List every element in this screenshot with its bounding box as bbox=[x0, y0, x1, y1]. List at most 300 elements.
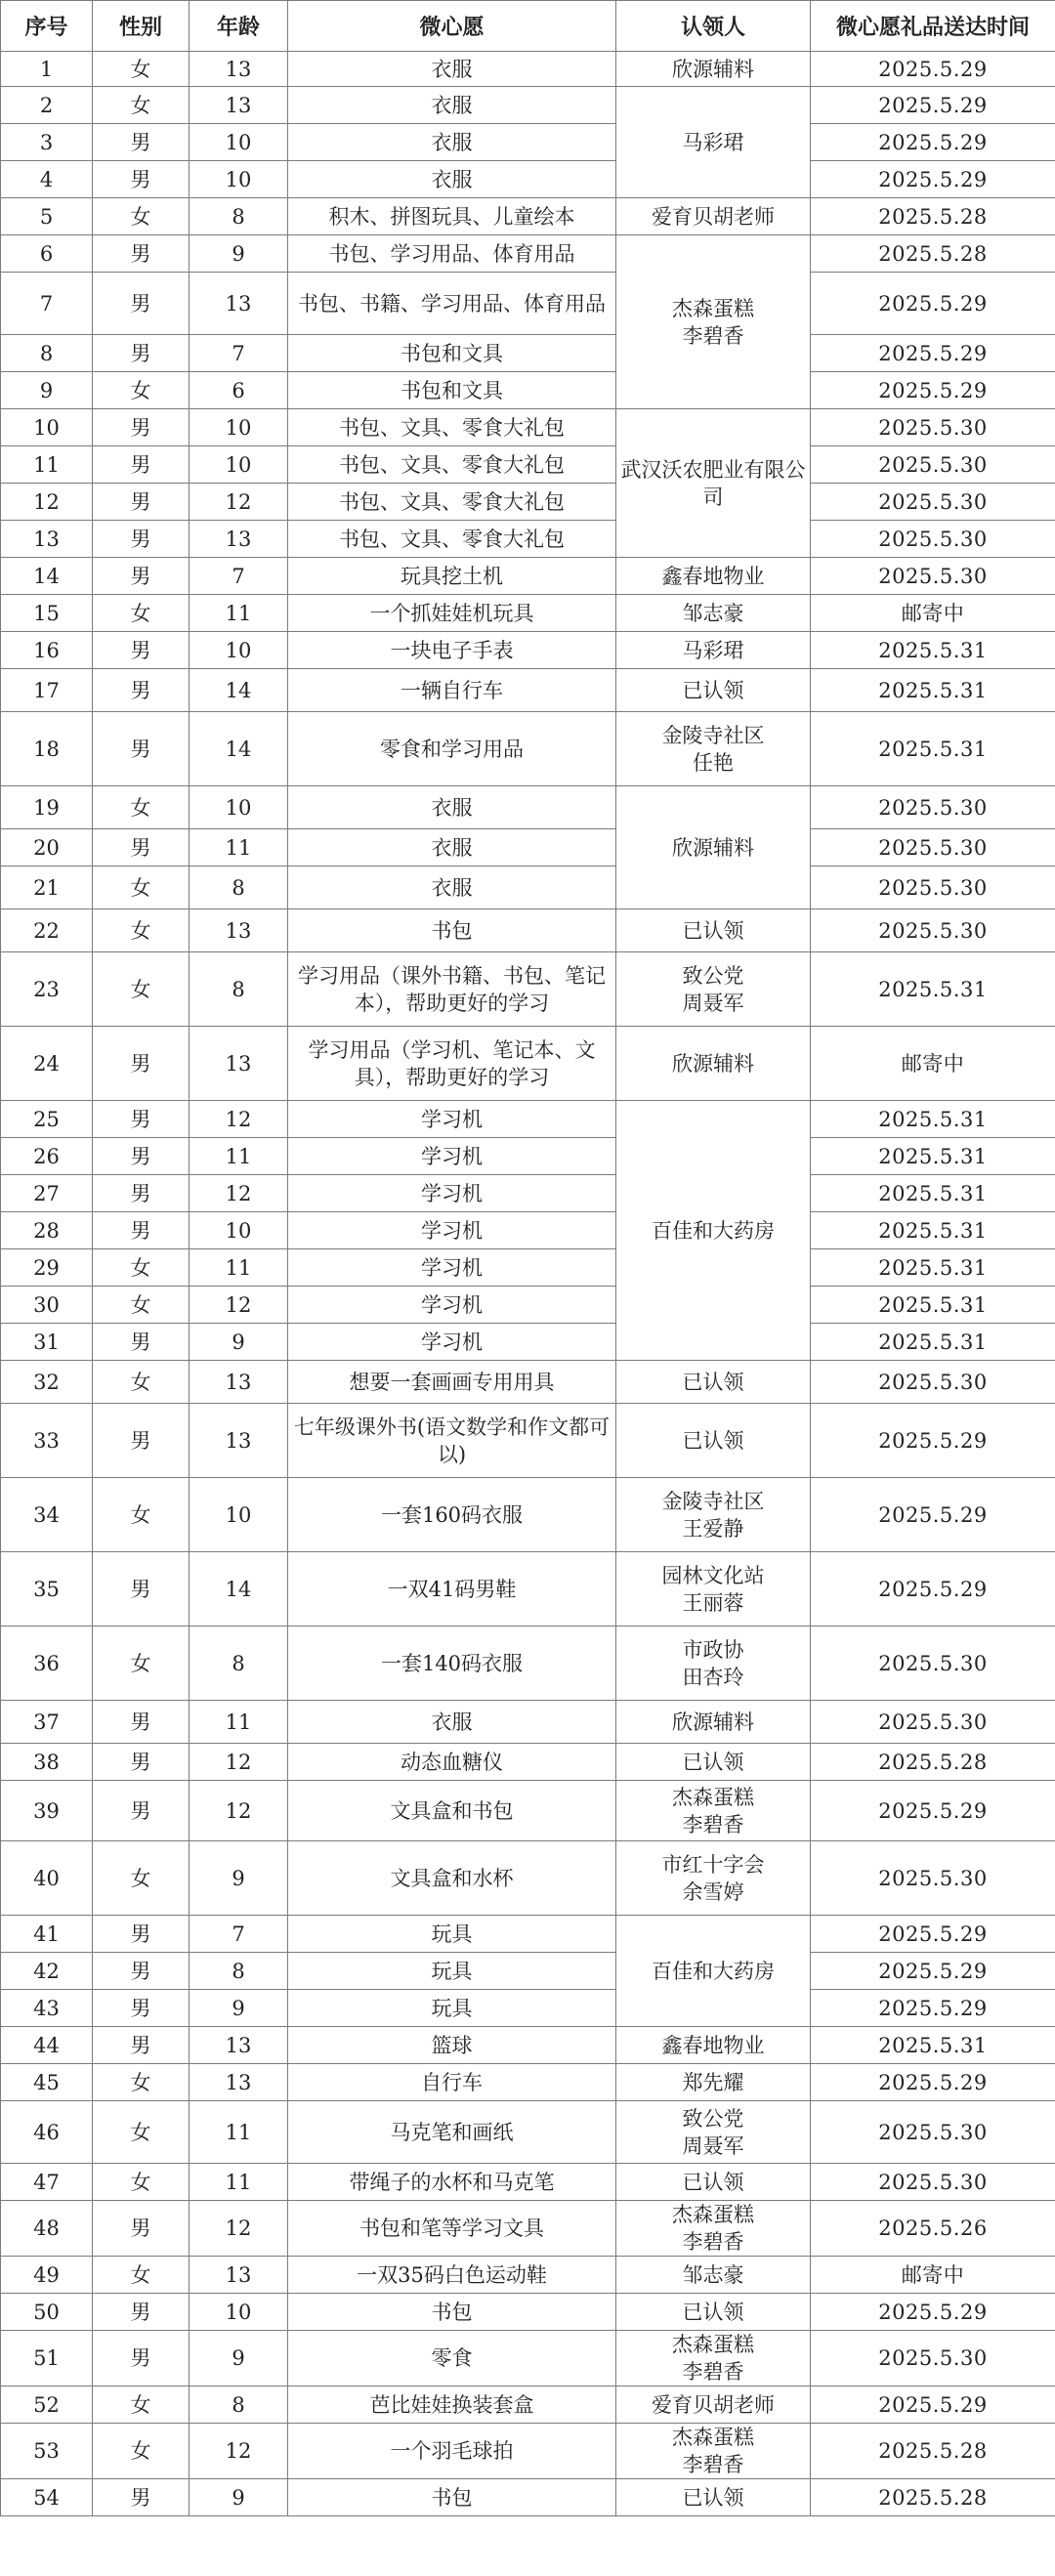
cell-age: 10 bbox=[190, 2294, 288, 2331]
cell-age: 14 bbox=[190, 669, 288, 712]
cell-claimer: 欣源辅料 bbox=[616, 1027, 811, 1101]
cell-delivery-date: 2025.5.30 bbox=[811, 1701, 1055, 1744]
cell-age: 13 bbox=[190, 2027, 288, 2064]
cell-gender: 男 bbox=[93, 1701, 190, 1744]
cell-age: 8 bbox=[190, 866, 288, 909]
cell-age: 13 bbox=[190, 909, 288, 952]
cell-claimer: 马彩珺 bbox=[616, 87, 811, 198]
cell-no: 50 bbox=[1, 2294, 93, 2331]
cell-no: 6 bbox=[1, 235, 93, 273]
cell-age: 8 bbox=[190, 198, 288, 235]
cell-no: 17 bbox=[1, 669, 93, 712]
table-row bbox=[1, 2424, 1055, 2479]
cell-age: 7 bbox=[190, 1916, 288, 1953]
cell-no: 14 bbox=[1, 558, 93, 595]
cell-wish: 书包、文具、零食大礼包 bbox=[288, 521, 616, 558]
cell-no: 52 bbox=[1, 2386, 93, 2424]
cell-age: 13 bbox=[190, 521, 288, 558]
cell-age: 13 bbox=[190, 52, 288, 87]
cell-gender: 男 bbox=[93, 1744, 190, 1781]
table-row bbox=[1, 2064, 1055, 2101]
table-row bbox=[1, 273, 1055, 335]
cell-no: 43 bbox=[1, 1990, 93, 2027]
header-gender: 性别 bbox=[93, 1, 190, 52]
table-row bbox=[1, 2331, 1055, 2386]
cell-claimer: 市红十字会 余雪婷 bbox=[616, 1841, 811, 1916]
header-wish: 微心愿 bbox=[288, 1, 616, 52]
table-body bbox=[1, 52, 1055, 2516]
cell-delivery-date: 2025.5.31 bbox=[811, 2027, 1055, 2064]
cell-delivery-date: 2025.5.31 bbox=[811, 1175, 1055, 1212]
cell-delivery-date: 2025.5.29 bbox=[811, 1953, 1055, 1990]
cell-age: 10 bbox=[190, 1212, 288, 1249]
cell-no: 53 bbox=[1, 2424, 93, 2479]
cell-age: 12 bbox=[190, 1744, 288, 1781]
cell-wish: 一个抓娃娃机玩具 bbox=[288, 595, 616, 632]
cell-age: 9 bbox=[190, 2331, 288, 2386]
cell-age: 13 bbox=[190, 1404, 288, 1478]
cell-delivery-date: 2025.5.31 bbox=[811, 1101, 1055, 1138]
cell-no: 45 bbox=[1, 2064, 93, 2101]
cell-claimer: 杰森蛋糕 李碧香 bbox=[616, 235, 811, 409]
table-row bbox=[1, 2257, 1055, 2294]
cell-claimer: 杰森蛋糕 李碧香 bbox=[616, 2424, 811, 2479]
cell-delivery-date: 2025.5.28 bbox=[811, 2479, 1055, 2516]
cell-gender: 男 bbox=[93, 2331, 190, 2386]
cell-wish: 衣服 bbox=[288, 829, 616, 866]
cell-claimer: 杰森蛋糕 李碧香 bbox=[616, 2331, 811, 2386]
cell-wish: 带绳子的水杯和马克笔 bbox=[288, 2164, 616, 2201]
cell-claimer: 已认领 bbox=[616, 2479, 811, 2516]
cell-delivery-date: 邮寄中 bbox=[811, 595, 1055, 632]
cell-gender: 女 bbox=[93, 2064, 190, 2101]
cell-age: 7 bbox=[190, 558, 288, 595]
cell-delivery-date: 2025.5.30 bbox=[811, 786, 1055, 829]
cell-wish: 书包 bbox=[288, 909, 616, 952]
cell-delivery-date: 2025.5.29 bbox=[811, 161, 1055, 198]
table-row bbox=[1, 124, 1055, 161]
cell-delivery-date: 2025.5.26 bbox=[811, 2201, 1055, 2257]
cell-gender: 女 bbox=[93, 52, 190, 87]
header-delivery-date: 微心愿礼品送达时间 bbox=[811, 1, 1055, 52]
cell-gender: 男 bbox=[93, 484, 190, 521]
cell-gender: 男 bbox=[93, 1175, 190, 1212]
cell-gender: 男 bbox=[93, 1781, 190, 1841]
cell-gender: 男 bbox=[93, 712, 190, 786]
cell-gender: 男 bbox=[93, 1138, 190, 1175]
cell-age: 6 bbox=[190, 372, 288, 409]
cell-delivery-date: 2025.5.30 bbox=[811, 2101, 1055, 2164]
cell-no: 2 bbox=[1, 87, 93, 124]
cell-no: 27 bbox=[1, 1175, 93, 1212]
table-row bbox=[1, 1212, 1055, 1249]
cell-gender: 男 bbox=[93, 829, 190, 866]
cell-age: 14 bbox=[190, 712, 288, 786]
cell-gender: 男 bbox=[93, 2479, 190, 2516]
cell-claimer: 金陵寺社区 王爱静 bbox=[616, 1478, 811, 1552]
cell-delivery-date: 2025.5.30 bbox=[811, 2331, 1055, 2386]
table-row bbox=[1, 2101, 1055, 2164]
cell-age: 8 bbox=[190, 2386, 288, 2424]
cell-claimer: 欣源辅料 bbox=[616, 52, 811, 87]
cell-age: 10 bbox=[190, 786, 288, 829]
cell-age: 10 bbox=[190, 446, 288, 484]
cell-wish: 一个羽毛球拍 bbox=[288, 2424, 616, 2479]
cell-no: 13 bbox=[1, 521, 93, 558]
cell-wish: 一双35码白色运动鞋 bbox=[288, 2257, 616, 2294]
cell-no: 25 bbox=[1, 1101, 93, 1138]
cell-no: 20 bbox=[1, 829, 93, 866]
cell-wish: 一辆自行车 bbox=[288, 669, 616, 712]
cell-age: 7 bbox=[190, 335, 288, 372]
cell-wish: 一套160码衣服 bbox=[288, 1478, 616, 1552]
cell-age: 13 bbox=[190, 1361, 288, 1404]
cell-no: 22 bbox=[1, 909, 93, 952]
table-row bbox=[1, 1324, 1055, 1361]
cell-wish: 衣服 bbox=[288, 866, 616, 909]
cell-gender: 女 bbox=[93, 866, 190, 909]
cell-no: 11 bbox=[1, 446, 93, 484]
cell-gender: 男 bbox=[93, 124, 190, 161]
cell-no: 37 bbox=[1, 1701, 93, 1744]
cell-claimer: 已认领 bbox=[616, 669, 811, 712]
cell-age: 8 bbox=[190, 1953, 288, 1990]
cell-wish: 学习机 bbox=[288, 1212, 616, 1249]
cell-delivery-date: 2025.5.30 bbox=[811, 829, 1055, 866]
cell-age: 12 bbox=[190, 484, 288, 521]
cell-wish: 衣服 bbox=[288, 124, 616, 161]
cell-delivery-date: 2025.5.30 bbox=[811, 521, 1055, 558]
table-row bbox=[1, 1175, 1055, 1212]
cell-wish: 动态血糖仪 bbox=[288, 1744, 616, 1781]
cell-delivery-date: 2025.5.31 bbox=[811, 632, 1055, 669]
cell-wish: 一双41码男鞋 bbox=[288, 1552, 616, 1626]
cell-age: 12 bbox=[190, 1781, 288, 1841]
header-claimer: 认领人 bbox=[616, 1, 811, 52]
cell-gender: 男 bbox=[93, 558, 190, 595]
cell-wish: 文具盒和书包 bbox=[288, 1781, 616, 1841]
cell-age: 11 bbox=[190, 2101, 288, 2164]
cell-delivery-date: 2025.5.31 bbox=[811, 952, 1055, 1027]
cell-delivery-date: 2025.5.30 bbox=[811, 446, 1055, 484]
cell-delivery-date: 2025.5.29 bbox=[811, 1404, 1055, 1478]
cell-no: 24 bbox=[1, 1027, 93, 1101]
table-row bbox=[1, 669, 1055, 712]
cell-delivery-date: 2025.5.28 bbox=[811, 1744, 1055, 1781]
cell-claimer: 欣源辅料 bbox=[616, 1701, 811, 1744]
cell-claimer: 杰森蛋糕 李碧香 bbox=[616, 2201, 811, 2257]
cell-no: 18 bbox=[1, 712, 93, 786]
cell-claimer: 已认领 bbox=[616, 1744, 811, 1781]
cell-gender: 男 bbox=[93, 273, 190, 335]
cell-delivery-date: 2025.5.29 bbox=[811, 1990, 1055, 2027]
cell-gender: 女 bbox=[93, 909, 190, 952]
cell-no: 41 bbox=[1, 1916, 93, 1953]
cell-delivery-date: 2025.5.29 bbox=[811, 335, 1055, 372]
cell-gender: 男 bbox=[93, 1404, 190, 1478]
cell-claimer: 鑫春地物业 bbox=[616, 2027, 811, 2064]
cell-claimer: 杰森蛋糕 李碧香 bbox=[616, 1781, 811, 1841]
cell-wish: 零食 bbox=[288, 2331, 616, 2386]
cell-claimer: 百佳和大药房 bbox=[616, 1916, 811, 2027]
cell-wish: 书包、文具、零食大礼包 bbox=[288, 484, 616, 521]
table-row bbox=[1, 712, 1055, 786]
cell-no: 31 bbox=[1, 1324, 93, 1361]
table-row bbox=[1, 952, 1055, 1027]
table-row bbox=[1, 2386, 1055, 2424]
cell-gender: 男 bbox=[93, 632, 190, 669]
cell-claimer: 邹志豪 bbox=[616, 595, 811, 632]
cell-age: 10 bbox=[190, 409, 288, 446]
table-row bbox=[1, 235, 1055, 273]
cell-wish: 玩具挖土机 bbox=[288, 558, 616, 595]
cell-claimer: 已认领 bbox=[616, 2294, 811, 2331]
cell-no: 39 bbox=[1, 1781, 93, 1841]
cell-no: 15 bbox=[1, 595, 93, 632]
table-row bbox=[1, 335, 1055, 372]
table-row bbox=[1, 1249, 1055, 1287]
table-row bbox=[1, 52, 1055, 87]
cell-claimer: 已认领 bbox=[616, 1404, 811, 1478]
cell-wish: 积木、拼图玩具、儿童绘本 bbox=[288, 198, 616, 235]
cell-age: 12 bbox=[190, 1175, 288, 1212]
cell-wish: 玩具 bbox=[288, 1916, 616, 1953]
cell-wish: 马克笔和画纸 bbox=[288, 2101, 616, 2164]
cell-no: 3 bbox=[1, 124, 93, 161]
table-row bbox=[1, 1744, 1055, 1781]
cell-gender: 男 bbox=[93, 1552, 190, 1626]
cell-claimer: 致公党 周聂军 bbox=[616, 2101, 811, 2164]
cell-age: 12 bbox=[190, 1101, 288, 1138]
cell-wish: 零食和学习用品 bbox=[288, 712, 616, 786]
cell-no: 5 bbox=[1, 198, 93, 235]
cell-delivery-date: 2025.5.30 bbox=[811, 1361, 1055, 1404]
cell-delivery-date: 2025.5.29 bbox=[811, 273, 1055, 335]
cell-wish: 书包、学习用品、体育用品 bbox=[288, 235, 616, 273]
cell-no: 44 bbox=[1, 2027, 93, 2064]
cell-age: 13 bbox=[190, 1027, 288, 1101]
cell-claimer: 已认领 bbox=[616, 1361, 811, 1404]
cell-age: 13 bbox=[190, 87, 288, 124]
cell-wish: 玩具 bbox=[288, 1990, 616, 2027]
cell-delivery-date: 2025.5.29 bbox=[811, 52, 1055, 87]
cell-delivery-date: 2025.5.28 bbox=[811, 235, 1055, 273]
cell-gender: 女 bbox=[93, 1478, 190, 1552]
cell-wish: 篮球 bbox=[288, 2027, 616, 2064]
cell-gender: 男 bbox=[93, 1212, 190, 1249]
cell-gender: 女 bbox=[93, 952, 190, 1027]
cell-delivery-date: 2025.5.31 bbox=[811, 1249, 1055, 1287]
table-row bbox=[1, 1287, 1055, 1324]
cell-delivery-date: 2025.5.30 bbox=[811, 866, 1055, 909]
cell-no: 48 bbox=[1, 2201, 93, 2257]
cell-gender: 男 bbox=[93, 1101, 190, 1138]
cell-age: 8 bbox=[190, 952, 288, 1027]
cell-wish: 学习机 bbox=[288, 1101, 616, 1138]
cell-age: 13 bbox=[190, 273, 288, 335]
cell-age: 12 bbox=[190, 2424, 288, 2479]
cell-gender: 女 bbox=[93, 1249, 190, 1287]
cell-age: 12 bbox=[190, 2201, 288, 2257]
cell-delivery-date: 2025.5.31 bbox=[811, 1212, 1055, 1249]
cell-claimer: 园林文化站 王丽蓉 bbox=[616, 1552, 811, 1626]
table-row bbox=[1, 1101, 1055, 1138]
cell-gender: 女 bbox=[93, 1841, 190, 1916]
cell-gender: 女 bbox=[93, 2101, 190, 2164]
cell-wish: 衣服 bbox=[288, 52, 616, 87]
table-row bbox=[1, 1626, 1055, 1701]
table-row bbox=[1, 2027, 1055, 2064]
cell-gender: 男 bbox=[93, 2201, 190, 2257]
cell-age: 9 bbox=[190, 1841, 288, 1916]
cell-no: 35 bbox=[1, 1552, 93, 1626]
table-row bbox=[1, 1990, 1055, 2027]
cell-no: 33 bbox=[1, 1404, 93, 1478]
cell-age: 9 bbox=[190, 235, 288, 273]
cell-claimer: 已认领 bbox=[616, 2164, 811, 2201]
cell-gender: 女 bbox=[93, 2164, 190, 2201]
cell-no: 1 bbox=[1, 52, 93, 87]
cell-claimer: 百佳和大药房 bbox=[616, 1101, 811, 1361]
cell-no: 32 bbox=[1, 1361, 93, 1404]
cell-gender: 女 bbox=[93, 2386, 190, 2424]
cell-delivery-date: 邮寄中 bbox=[811, 2257, 1055, 2294]
cell-no: 40 bbox=[1, 1841, 93, 1916]
header-age: 年龄 bbox=[190, 1, 288, 52]
cell-wish: 一块电子手表 bbox=[288, 632, 616, 669]
cell-age: 11 bbox=[190, 1138, 288, 1175]
table-row bbox=[1, 409, 1055, 446]
table-row bbox=[1, 521, 1055, 558]
cell-wish: 学习用品（课外书籍、书包、笔记本），帮助更好的学习 bbox=[288, 952, 616, 1027]
cell-wish: 书包、文具、零食大礼包 bbox=[288, 409, 616, 446]
cell-gender: 男 bbox=[93, 161, 190, 198]
table-row bbox=[1, 2294, 1055, 2331]
table-row bbox=[1, 484, 1055, 521]
cell-wish: 文具盒和水杯 bbox=[288, 1841, 616, 1916]
cell-no: 8 bbox=[1, 335, 93, 372]
table-row bbox=[1, 1404, 1055, 1478]
cell-gender: 男 bbox=[93, 409, 190, 446]
cell-gender: 女 bbox=[93, 2257, 190, 2294]
cell-gender: 男 bbox=[93, 2294, 190, 2331]
cell-delivery-date: 2025.5.31 bbox=[811, 712, 1055, 786]
cell-delivery-date: 2025.5.29 bbox=[811, 1781, 1055, 1841]
cell-age: 9 bbox=[190, 1324, 288, 1361]
cell-delivery-date: 2025.5.29 bbox=[811, 1478, 1055, 1552]
table-row bbox=[1, 1781, 1055, 1841]
cell-wish: 衣服 bbox=[288, 161, 616, 198]
cell-wish: 学习用品（学习机、笔记本、文具），帮助更好的学习 bbox=[288, 1027, 616, 1101]
cell-age: 13 bbox=[190, 2257, 288, 2294]
table-row bbox=[1, 2164, 1055, 2201]
cell-no: 42 bbox=[1, 1953, 93, 1990]
table-row bbox=[1, 372, 1055, 409]
cell-age: 11 bbox=[190, 2164, 288, 2201]
cell-age: 11 bbox=[190, 595, 288, 632]
table-row bbox=[1, 1552, 1055, 1626]
cell-wish: 学习机 bbox=[288, 1324, 616, 1361]
cell-gender: 男 bbox=[93, 521, 190, 558]
cell-claimer: 致公党 周聂军 bbox=[616, 952, 811, 1027]
cell-wish: 书包 bbox=[288, 2479, 616, 2516]
cell-wish: 书包和笔等学习文具 bbox=[288, 2201, 616, 2257]
cell-no: 9 bbox=[1, 372, 93, 409]
cell-gender: 女 bbox=[93, 1626, 190, 1701]
cell-age: 13 bbox=[190, 2064, 288, 2101]
cell-delivery-date: 2025.5.29 bbox=[811, 372, 1055, 409]
cell-age: 8 bbox=[190, 1626, 288, 1701]
cell-age: 11 bbox=[190, 829, 288, 866]
cell-claimer: 武汉沃农肥业有限公司 bbox=[616, 409, 811, 558]
cell-gender: 男 bbox=[93, 1916, 190, 1953]
cell-age: 11 bbox=[190, 1249, 288, 1287]
cell-gender: 男 bbox=[93, 2027, 190, 2064]
cell-claimer: 欣源辅料 bbox=[616, 786, 811, 909]
cell-wish: 衣服 bbox=[288, 87, 616, 124]
table-row bbox=[1, 198, 1055, 235]
cell-gender: 女 bbox=[93, 1361, 190, 1404]
table-row bbox=[1, 595, 1055, 632]
cell-no: 28 bbox=[1, 1212, 93, 1249]
cell-age: 10 bbox=[190, 632, 288, 669]
cell-wish: 书包、书籍、学习用品、体育用品 bbox=[288, 273, 616, 335]
table-row bbox=[1, 786, 1055, 829]
cell-gender: 男 bbox=[93, 1990, 190, 2027]
cell-age: 9 bbox=[190, 1990, 288, 2027]
cell-no: 23 bbox=[1, 952, 93, 1027]
cell-delivery-date: 2025.5.30 bbox=[811, 909, 1055, 952]
cell-no: 26 bbox=[1, 1138, 93, 1175]
cell-no: 21 bbox=[1, 866, 93, 909]
table-row bbox=[1, 1916, 1055, 1953]
cell-wish: 一套140码衣服 bbox=[288, 1626, 616, 1701]
cell-delivery-date: 2025.5.30 bbox=[811, 2164, 1055, 2201]
cell-claimer: 已认领 bbox=[616, 909, 811, 952]
cell-gender: 女 bbox=[93, 372, 190, 409]
cell-delivery-date: 2025.5.31 bbox=[811, 669, 1055, 712]
cell-delivery-date: 2025.5.29 bbox=[811, 1552, 1055, 1626]
cell-age: 11 bbox=[190, 1701, 288, 1744]
cell-wish: 学习机 bbox=[288, 1249, 616, 1287]
table-row bbox=[1, 1138, 1055, 1175]
cell-claimer: 市政协 田杏玲 bbox=[616, 1626, 811, 1701]
cell-no: 4 bbox=[1, 161, 93, 198]
cell-delivery-date: 2025.5.30 bbox=[811, 484, 1055, 521]
cell-wish: 衣服 bbox=[288, 1701, 616, 1744]
table-row bbox=[1, 2201, 1055, 2257]
cell-age: 14 bbox=[190, 1552, 288, 1626]
cell-wish: 学习机 bbox=[288, 1138, 616, 1175]
cell-wish: 学习机 bbox=[288, 1175, 616, 1212]
cell-no: 29 bbox=[1, 1249, 93, 1287]
cell-wish: 七年级课外书(语文数学和作文都可以) bbox=[288, 1404, 616, 1478]
cell-age: 9 bbox=[190, 2479, 288, 2516]
cell-wish: 想要一套画画专用用具 bbox=[288, 1361, 616, 1404]
cell-delivery-date: 2025.5.30 bbox=[811, 558, 1055, 595]
cell-gender: 男 bbox=[93, 1324, 190, 1361]
table-row bbox=[1, 87, 1055, 124]
cell-claimer: 邹志豪 bbox=[616, 2257, 811, 2294]
cell-claimer: 爱育贝胡老师 bbox=[616, 2386, 811, 2424]
cell-no: 38 bbox=[1, 1744, 93, 1781]
cell-wish: 书包 bbox=[288, 2294, 616, 2331]
cell-gender: 男 bbox=[93, 235, 190, 273]
cell-delivery-date: 2025.5.29 bbox=[811, 87, 1055, 124]
cell-wish: 芭比娃娃换装套盒 bbox=[288, 2386, 616, 2424]
cell-gender: 男 bbox=[93, 446, 190, 484]
cell-claimer: 马彩珺 bbox=[616, 632, 811, 669]
